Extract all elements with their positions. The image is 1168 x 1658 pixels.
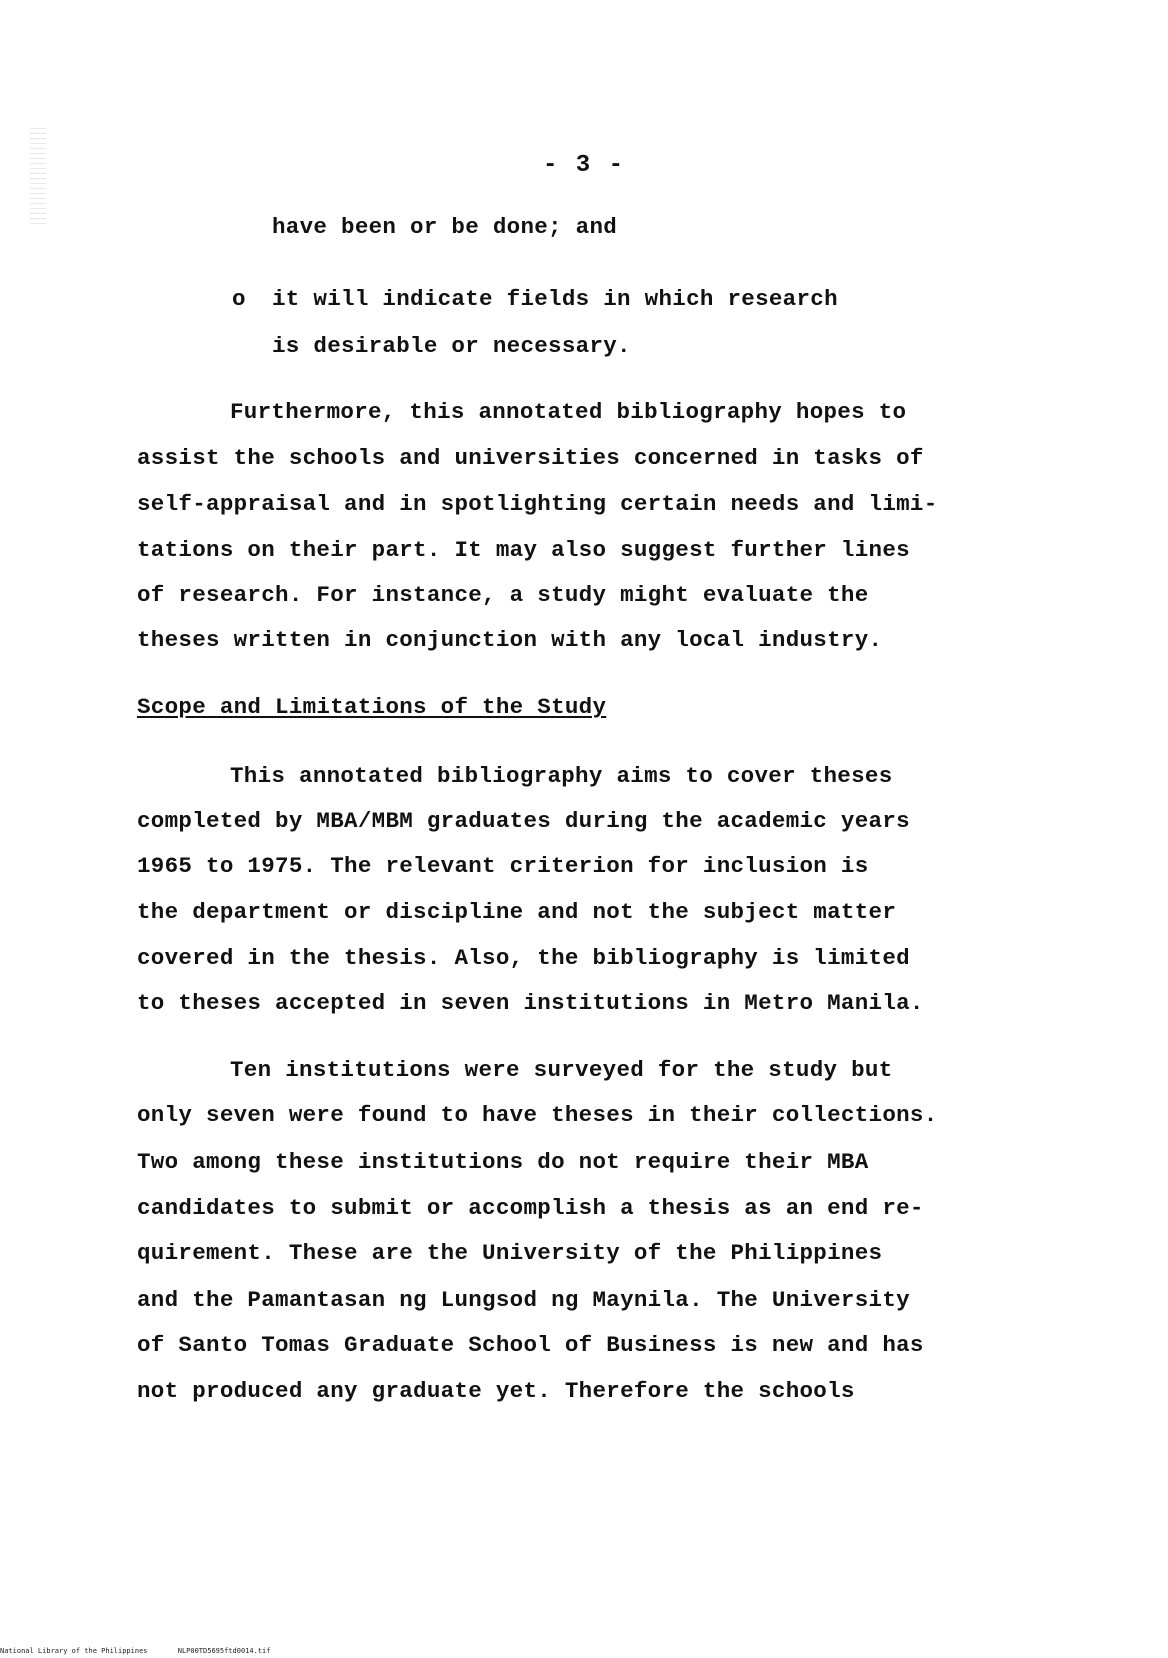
paragraph-line: theses written in conjunction with any local industry. [137,627,883,653]
scan-footer [0,1644,1168,1658]
paragraph-line: not produced any graduate yet. Therefore the schools [137,1378,855,1404]
paragraph-line: self-appraisal and in spotlighting certain needs and limi- [137,491,938,517]
bullet-marker: o [232,286,246,312]
paragraph-line: 1965 to 1975. The relevant criterion for inclusion is [137,853,869,879]
footer-file: NLP00TD5695ftd0014.tif [177,1647,271,1655]
bullet-continuation-line: have been or be done; and [272,214,618,240]
paragraph-line: This annotated bibliography aims to cover theses [230,763,893,789]
paragraph-line: Ten institutions were surveyed for the study but [230,1057,893,1083]
paragraph-line: only seven were found to have theses in their collections. [137,1102,938,1128]
paragraph-line: quirement. These are the University of the Philippines [137,1240,883,1266]
paragraph-line: tations on their part. It may also suggest further lines [137,537,910,563]
paragraph-line: Two among these institutions do not require their MBA [137,1149,869,1175]
bullet-item-line: it will indicate fields in which research [272,286,838,312]
paragraph-line: completed by MBA/MBM graduates during the academic years [137,808,910,834]
footer-library: National Library of the Philippines [0,1647,148,1655]
paragraph-line: covered in the thesis. Also, the bibliography is limited [137,945,910,971]
paragraph-line: Furthermore, this annotated bibliography hopes to [230,399,907,425]
paragraph-line: of Santo Tomas Graduate School of Business is new and has [137,1332,924,1358]
paragraph-line: the department or discipline and not the subject matter [137,899,897,925]
page-number: - 3 - [542,152,625,179]
section-heading: Scope and Limitations of the Study [137,694,607,720]
paragraph-line: assist the schools and universities concerned in tasks of [137,445,924,471]
bullet-item-line: is desirable or necessary. [272,333,631,359]
paragraph-line: candidates to submit or accomplish a thesis as an end re- [137,1195,924,1221]
paragraph-line: and the Pamantasan ng Lungsod ng Maynila. The University [137,1287,910,1313]
paragraph-line: of research. For instance, a study might evaluate the [137,582,869,608]
paragraph-line: to theses accepted in seven institutions in Metro Manila. [137,990,924,1016]
